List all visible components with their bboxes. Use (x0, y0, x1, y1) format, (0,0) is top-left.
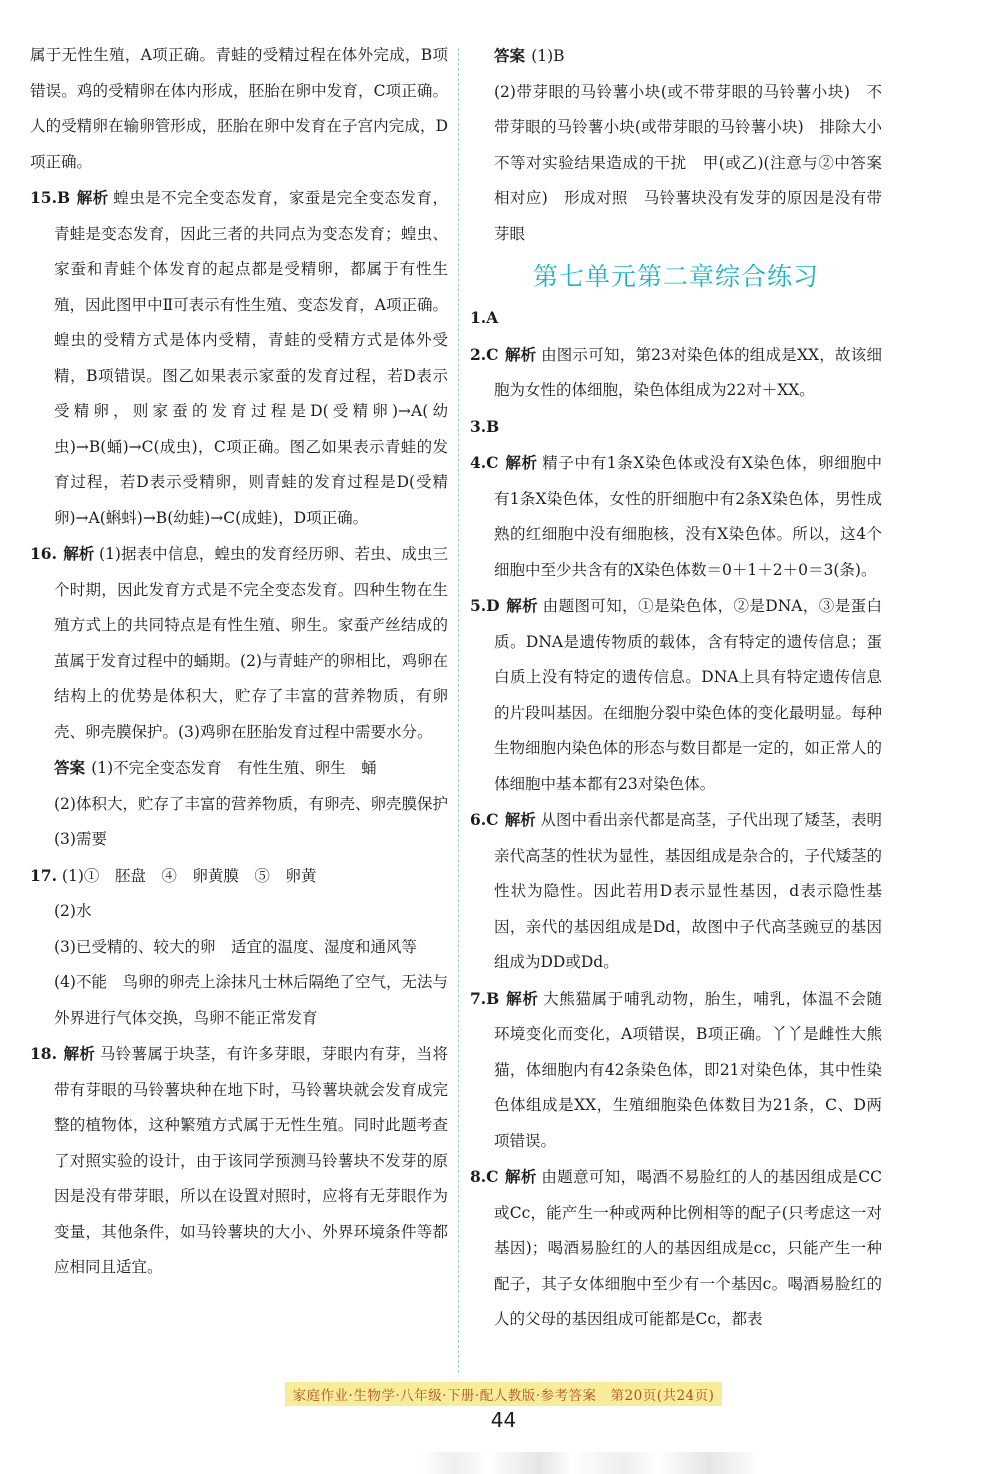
answer-text: 从图中看出亲代都是高茎，子代出现了矮茎，表明亲代高茎的性状为显性，基因组成是杂合的，子代矮茎的性状为隐性。因此若用D表示显性基因，d表示隐性基因，亲代的基因组成是Dd，故图中子代高茎豌豆的基因组成为DD或Dd。 (494, 811, 882, 971)
keyword-label: 解析 (504, 810, 536, 829)
footer-text: 家庭作业·生物学·八年级·下册·配人教版·参考答案 第20页(共24页) (285, 1382, 723, 1406)
question-number: 18. (30, 1044, 57, 1063)
keyword-label: 解析 (505, 988, 539, 1008)
continued-paragraph (30, 38, 448, 180)
question-number: 17. (30, 865, 57, 885)
column-divider (458, 48, 459, 1373)
keyword-label: 解析 (63, 544, 95, 563)
answer-text: (3)已受精的、较大的卵 适宜的温度、湿度和通风等 (54, 937, 417, 956)
answer-text: (2)水 (54, 902, 92, 920)
question-item (470, 981, 882, 1160)
page-footer (0, 1382, 1007, 1406)
bleed-through-shadow (420, 1452, 760, 1474)
answer-text: (3)需要 (54, 830, 107, 848)
keyword-label: 解析 (76, 188, 109, 207)
question-number: 5.D (470, 596, 500, 615)
question-number: 15.B (30, 188, 71, 207)
question-item (470, 445, 882, 588)
question-item (470, 337, 882, 409)
answer-text: 精子中有1条X染色体或没有X染色体，卵细胞中有1条X染色体，女性的肝细胞中有2条X染色体，男性成熟的红细胞中没有细胞核，没有X染色体。所以，这4个细胞中至少共含有的X染色体数＝0＋1＋2＋0＝3(条)。 (494, 454, 882, 579)
question-number: 7.B (470, 988, 500, 1008)
answer-line (30, 750, 448, 787)
question-item (470, 1159, 882, 1338)
right-column-top (470, 38, 882, 252)
answer-text: 由题意可知，喝酒不易脸红的人的基因组成是CC或Cc，能产生一种或两种比例相等的配子(只考虑这一对基因)；喝酒易脸红的人的基因组成是cc，只能产生一种配子，其子女体细胞中至少有一个基因c。喝酒易脸红的人的父母的基因组成可能都是Cc，都表 (494, 1168, 882, 1328)
question-number: 1.A (470, 308, 499, 327)
section-title: 第七单元第二章综合练习 (532, 262, 819, 291)
paragraph-text: 属于无性生殖，A项正确。青蛙的受精过程在体外完成，B项错误。鸡的受精卵在体内形成，胚胎在卵中发育，C项正确。人的受精卵在输卵管形成，胚胎在卵中发育在子宫内完成，D项正确。 (30, 46, 448, 171)
page-number: 44 (490, 1408, 517, 1432)
answer-text: (2)体积大，贮存了丰富的营养物质，有卵壳、卵壳膜保护 (54, 794, 448, 813)
answer-continuation (30, 822, 448, 858)
answer-text: 由题图可知，①是染色体，②是DNA，③是蛋白质。DNA是遗传物质的载体，含有特定的遗传信息；蛋白质上没有特定的遗传信息。DNA上具有特定遗传信息的片段叫基因。在细胞分裂中染色体的变化最明显。每种生物细胞内染色体的形态与数目都是一定的，如正常人的体细胞中基本都有23对染色体。 (494, 597, 882, 793)
keyword-label: 解析 (505, 596, 539, 615)
answer-text: (1)不完全变态发育 有性生殖、卵生 蛹 (91, 759, 377, 777)
answer-continuation (470, 75, 882, 253)
question-number: 8.C (470, 1167, 499, 1186)
right-column (470, 38, 882, 1338)
keyword-label: 解析 (504, 344, 537, 364)
answer-continuation (30, 930, 448, 966)
answer-text: (2)带芽眼的马铃薯小块(或不带芽眼的马铃薯小块) 不带芽眼的马铃薯小块(或带芽眼的马铃薯小块) 排除大小不等对实验结果造成的干扰 甲(或乙)(注意与②中答案相对应) 形成对照 马铃薯块没有发芽的原因是没有带芽眼 (494, 82, 882, 243)
left-column (30, 38, 448, 1286)
question-item (30, 536, 448, 750)
answer-text: (1)B (531, 47, 565, 65)
answer-text: (4)不能 鸟卵的卵壳上涂抹凡士林后隔绝了空气，无法与外界进行气体交换，鸟卵不能正常发育 (54, 973, 448, 1027)
question-number: 16. (30, 544, 57, 563)
question-item (470, 588, 882, 802)
answer-text: 蝗虫是不完全变态发育，家蚕是完全变态发育，青蛙是变态发育，因此三者的共同点为变态发育；蝗虫、家蚕和青蛙个体发育的起点都是受精卵，都属于有性生殖，因此图甲中Ⅱ可表示有性生殖、变态发育，A项正确。蝗虫的受精方式是体内受精，青蛙的受精方式是体外受精，B项错误。图乙如果表示家蚕的发育过程，若D表示受精卵，则家蚕的发育过程是D(受精卵)→A(幼虫)→B(蛹)→C(成虫)，C项正确。图乙如果表示青蛙的发育过程，若D表示受精卵，则青蛙的发育过程是D(受精卵)→A(蝌蚪)→B(幼蛙)→C(成蛙)，D项正确。 (54, 189, 448, 527)
question-number: 2.C (470, 344, 499, 364)
question-number: 4.C (470, 453, 499, 472)
question-number: 3.B (470, 416, 500, 436)
answer-continuation (30, 787, 448, 823)
answer-text: 马铃薯属于块茎，有许多芽眼，芽眼内有芽，当将带有芽眼的马铃薯块种在地下时，马铃薯块就会发育成完整的植物体，这种繁殖方式属于无性生殖。同时此题考查了对照实验的设计，由于该同学预测马铃薯块不发芽的原因是没有带芽眼，所以在设置对照时，应将有无芽眼作为变量，其他条件，如马铃薯块的大小、外界环境条件等都应相同且适宜。 (54, 1045, 448, 1276)
question-item (470, 802, 882, 981)
answer-text: (1)据表中信息，蝗虫的发育经历卵、若虫、成虫三个时期，因此发育方式是不完全变态发育。四种生物在生殖方式上的共同特点是有性生殖、卵生。家蚕产丝结成的茧属于发育过程中的蛹期。(2)与青蛙产的卵相比，鸡卵在结构上的优势是体积大，贮存了丰富的营养物质，有卵壳、卵壳膜保护。(3)鸡卵在胚胎发育过程中需要水分。 (54, 545, 448, 741)
question-item (470, 300, 882, 337)
keyword-label: 解析 (63, 1044, 96, 1063)
answer-continuation (30, 965, 448, 1036)
right-column-items (470, 300, 882, 1338)
question-item (30, 858, 448, 895)
answer-text: 由图示可知，第23对染色体的组成是XX，故该细胞为女性的体细胞，染色体组成为22对＋XX。 (494, 345, 882, 399)
keyword-label: 答案 (54, 758, 86, 777)
keyword-label: 解析 (504, 453, 538, 472)
answer-text: 大熊猫属于哺乳动物，胎生，哺乳，体温不会随环境变化而变化，A项错误，B项正确。丫丫是雌性大熊猫，体细胞内有42条染色体，即21对染色体，其中性染色体组成是XX，生殖细胞染色体数目为21条，C、D两项错误。 (494, 989, 882, 1150)
question-item (30, 1036, 448, 1286)
keyword-label: 答案 (494, 46, 526, 65)
question-number: 6.C (470, 810, 499, 829)
question-item (470, 409, 882, 446)
answer-line (470, 38, 882, 75)
question-item (30, 180, 448, 536)
answer-continuation (30, 894, 448, 930)
keyword-label: 解析 (504, 1167, 537, 1186)
answer-text: (1)① 胚盘 ④ 卵黄膜 ⑤ 卵黄 (61, 866, 317, 885)
